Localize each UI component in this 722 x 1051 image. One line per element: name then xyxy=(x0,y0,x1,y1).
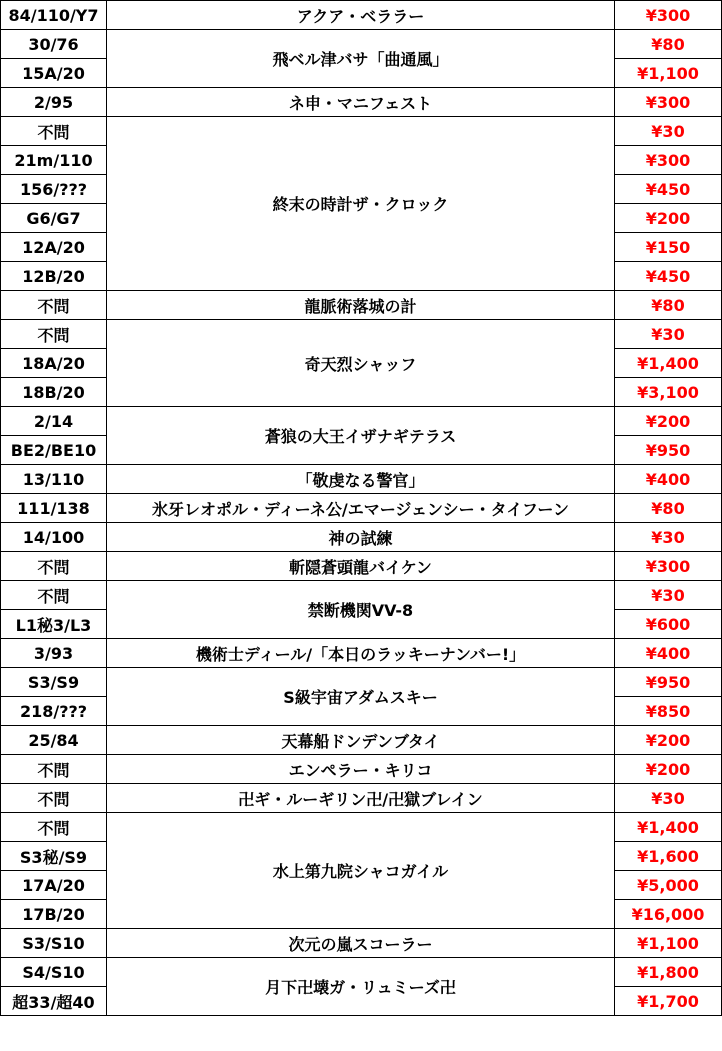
card-number-cell: 不問 xyxy=(1,320,107,349)
card-number-cell: 18B/20 xyxy=(1,378,107,407)
price-cell: ¥1,800 xyxy=(615,958,722,987)
price-cell: ¥200 xyxy=(615,407,722,436)
card-number-cell: 不問 xyxy=(1,784,107,813)
price-cell: ¥400 xyxy=(615,465,722,494)
table-row xyxy=(1,494,722,523)
card-number-cell: 218/??? xyxy=(1,697,107,726)
card-number-cell: S3/S9 xyxy=(1,668,107,697)
card-name-cell: 奇天烈シャッフ xyxy=(107,320,615,407)
card-number-cell: 不問 xyxy=(1,581,107,610)
card-name-cell: 「敬虔なる警官」 xyxy=(107,465,615,494)
card-name-cell: 次元の嵐スコーラー xyxy=(107,929,615,958)
price-cell: ¥1,600 xyxy=(615,842,722,871)
price-cell: ¥80 xyxy=(615,291,722,320)
price-cell: ¥80 xyxy=(615,494,722,523)
card-number-cell: 111/138 xyxy=(1,494,107,523)
price-cell: ¥950 xyxy=(615,668,722,697)
price-cell: ¥950 xyxy=(615,436,722,465)
price-cell: ¥300 xyxy=(615,88,722,117)
card-name-cell: 天幕船ドンデンブタイ xyxy=(107,726,615,755)
card-number-cell: 25/84 xyxy=(1,726,107,755)
card-number-cell: S4/S10 xyxy=(1,958,107,987)
price-cell: ¥850 xyxy=(615,697,722,726)
price-cell: ¥200 xyxy=(615,726,722,755)
card-number-cell: 不問 xyxy=(1,291,107,320)
card-name-cell: 月下卍壊ガ・リュミーズ卍 xyxy=(107,958,615,1016)
price-cell: ¥300 xyxy=(615,552,722,581)
card-name-cell: 氷牙レオポル・ディーネ公/エマージェンシー・タイフーン xyxy=(107,494,615,523)
price-cell: ¥600 xyxy=(615,610,722,639)
price-cell: ¥1,400 xyxy=(615,813,722,842)
card-name-cell: 飛ベル津バサ「曲通風」 xyxy=(107,30,615,88)
table-row xyxy=(1,30,722,59)
price-cell: ¥200 xyxy=(615,204,722,233)
card-number-cell: 不問 xyxy=(1,813,107,842)
price-cell: ¥5,000 xyxy=(615,871,722,900)
table-row xyxy=(1,88,722,117)
card-number-cell: 17B/20 xyxy=(1,900,107,929)
card-name-cell: 斬隠蒼頭龍バイケン xyxy=(107,552,615,581)
card-number-cell: 不問 xyxy=(1,552,107,581)
price-cell: ¥30 xyxy=(615,117,722,146)
card-name-cell: 終末の時計ザ・クロック xyxy=(107,117,615,291)
card-number-cell: 12B/20 xyxy=(1,262,107,291)
table-row xyxy=(1,407,722,436)
card-number-cell: 84/110/Y7 xyxy=(1,1,107,30)
price-cell: ¥300 xyxy=(615,1,722,30)
card-name-cell: 水上第九院シャコガイル xyxy=(107,813,615,929)
card-number-cell: 不問 xyxy=(1,117,107,146)
card-number-cell: 不問 xyxy=(1,755,107,784)
table-row xyxy=(1,320,722,349)
card-number-cell: 2/14 xyxy=(1,407,107,436)
table-row xyxy=(1,668,722,697)
card-number-cell: S3/S10 xyxy=(1,929,107,958)
card-name-cell: 機術士ディール/「本日のラッキーナンバー!」 xyxy=(107,639,615,668)
card-name-cell: 蒼狼の大王イザナギテラス xyxy=(107,407,615,465)
table-body xyxy=(1,1,722,1016)
card-number-cell: 13/110 xyxy=(1,465,107,494)
card-number-cell: 超33/超40 xyxy=(1,987,107,1016)
table-row xyxy=(1,784,722,813)
price-cell: ¥150 xyxy=(615,233,722,262)
table-row xyxy=(1,929,722,958)
table-row xyxy=(1,639,722,668)
card-name-cell: 神の試練 xyxy=(107,523,615,552)
price-cell: ¥1,400 xyxy=(615,349,722,378)
card-name-cell: アクア・ベララー xyxy=(107,1,615,30)
price-cell: ¥3,100 xyxy=(615,378,722,407)
card-number-cell: S3秘/S9 xyxy=(1,842,107,871)
price-cell: ¥400 xyxy=(615,639,722,668)
table-row xyxy=(1,813,722,842)
card-number-cell: 2/95 xyxy=(1,88,107,117)
price-cell: ¥16,000 xyxy=(615,900,722,929)
price-cell: ¥30 xyxy=(615,581,722,610)
price-cell: ¥30 xyxy=(615,320,722,349)
card-name-cell: S級宇宙アダムスキー xyxy=(107,668,615,726)
price-cell: ¥450 xyxy=(615,262,722,291)
table-row xyxy=(1,291,722,320)
table-row xyxy=(1,1,722,30)
table-row xyxy=(1,581,722,610)
card-number-cell: L1秘3/L3 xyxy=(1,610,107,639)
card-number-cell: G6/G7 xyxy=(1,204,107,233)
card-number-cell: 30/76 xyxy=(1,30,107,59)
card-name-cell: 龍脈術落城の計 xyxy=(107,291,615,320)
price-cell: ¥1,100 xyxy=(615,929,722,958)
table-row xyxy=(1,958,722,987)
card-number-cell: 17A/20 xyxy=(1,871,107,900)
card-number-cell: BE2/BE10 xyxy=(1,436,107,465)
card-number-cell: 18A/20 xyxy=(1,349,107,378)
price-cell: ¥1,100 xyxy=(615,59,722,88)
price-cell: ¥200 xyxy=(615,755,722,784)
price-cell: ¥1,700 xyxy=(615,987,722,1016)
table-row xyxy=(1,465,722,494)
card-number-cell: 21m/110 xyxy=(1,146,107,175)
card-number-cell: 156/??? xyxy=(1,175,107,204)
table-row xyxy=(1,523,722,552)
card-number-cell: 14/100 xyxy=(1,523,107,552)
card-number-cell: 3/93 xyxy=(1,639,107,668)
price-cell: ¥30 xyxy=(615,784,722,813)
price-cell: ¥30 xyxy=(615,523,722,552)
table-row xyxy=(1,726,722,755)
card-name-cell: ネ申・マニフェスト xyxy=(107,88,615,117)
card-name-cell: 卍ギ・ルーギリン卍/卍獄ブレイン xyxy=(107,784,615,813)
table-row xyxy=(1,552,722,581)
card-number-cell: 12A/20 xyxy=(1,233,107,262)
card-name-cell: エンペラー・キリコ xyxy=(107,755,615,784)
card-number-cell: 15A/20 xyxy=(1,59,107,88)
table-row xyxy=(1,117,722,146)
table-row xyxy=(1,755,722,784)
price-cell: ¥450 xyxy=(615,175,722,204)
card-name-cell: 禁断機関VV-8 xyxy=(107,581,615,639)
price-cell: ¥80 xyxy=(615,30,722,59)
price-cell: ¥300 xyxy=(615,146,722,175)
